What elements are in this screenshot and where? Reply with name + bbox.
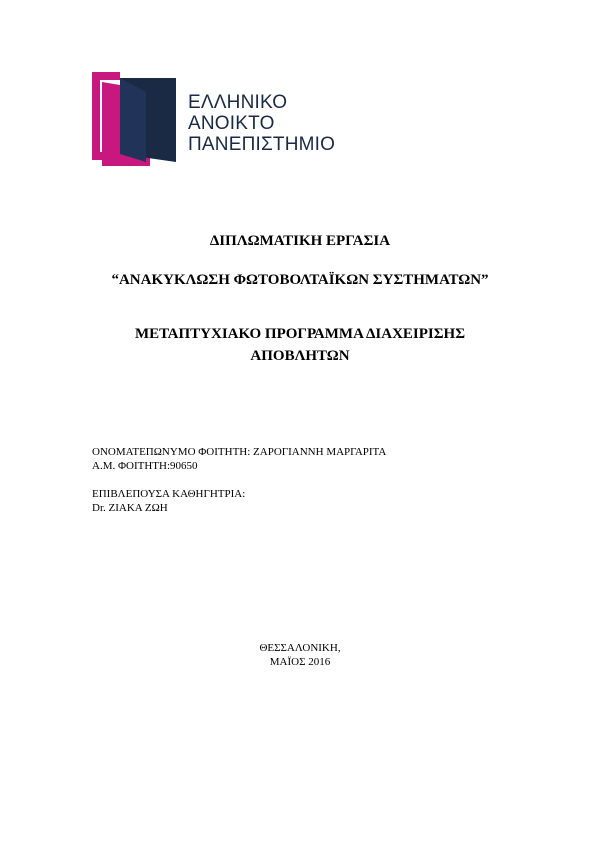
program-title xyxy=(0,323,600,367)
supervisor-label: ΕΠΙΒΛΕΠΟΥΣΑ ΚΑΘΗΓΗΤΡΙΑ: xyxy=(92,488,246,500)
logo-line-2: ΑΝΟΙΚΤΟ xyxy=(188,113,275,134)
student-name: ΟΝΟΜΑΤΕΠΩΝΥΜΟ ΦΟΙΤΗΤΗ: ΖΑΡΟΓΙΑΝΝΗ ΜΑΡΓΑΡΙΤΑ xyxy=(92,446,387,458)
logo-line-1: ΕΛΛΗΝΙΚΟ xyxy=(188,92,288,113)
footer-city: ΘΕΣΣΑΛΟΝΙΚΗ, xyxy=(259,642,341,654)
student-id: Α.Μ. ΦΟΙΤΗΤΗ:90650 xyxy=(92,460,198,472)
logo-wordmark xyxy=(188,92,335,155)
thesis-title: “ΑΝΑΚΥΚΛΩΣΗ ΦΩΤΟΒΟΛΤΑΪΚΩΝ ΣΥΣΤΗΜΑΤΩΝ” xyxy=(111,272,489,288)
logo-line-3: ΠΑΝΕΠΙΣΤΗΜΙΟ xyxy=(188,134,336,155)
program-title-line-2: ΑΠΟΒΛΗΤΩΝ xyxy=(250,348,350,364)
supervisor-info xyxy=(92,487,245,515)
document-type-title: ΔΙΠΛΩΜΑΤΙΚΗ ΕΡΓΑΣΙΑ xyxy=(209,233,391,249)
university-logo-icon xyxy=(90,70,182,170)
supervisor-name: Dr. ΖΙΑΚΑ ΖΩΗ xyxy=(92,502,168,514)
footer-place-date xyxy=(0,641,600,669)
program-title-line-1: ΜΕΤΑΠΤΥΧΙΑΚΟ ΠΡΟΓΡΑΜΜΑ ΔΙΑΧΕΙΡΙΣΗΣ xyxy=(134,326,466,342)
footer-date: ΜΑΪΟΣ 2016 xyxy=(269,656,331,668)
student-info xyxy=(92,445,386,473)
university-logo xyxy=(90,70,340,170)
